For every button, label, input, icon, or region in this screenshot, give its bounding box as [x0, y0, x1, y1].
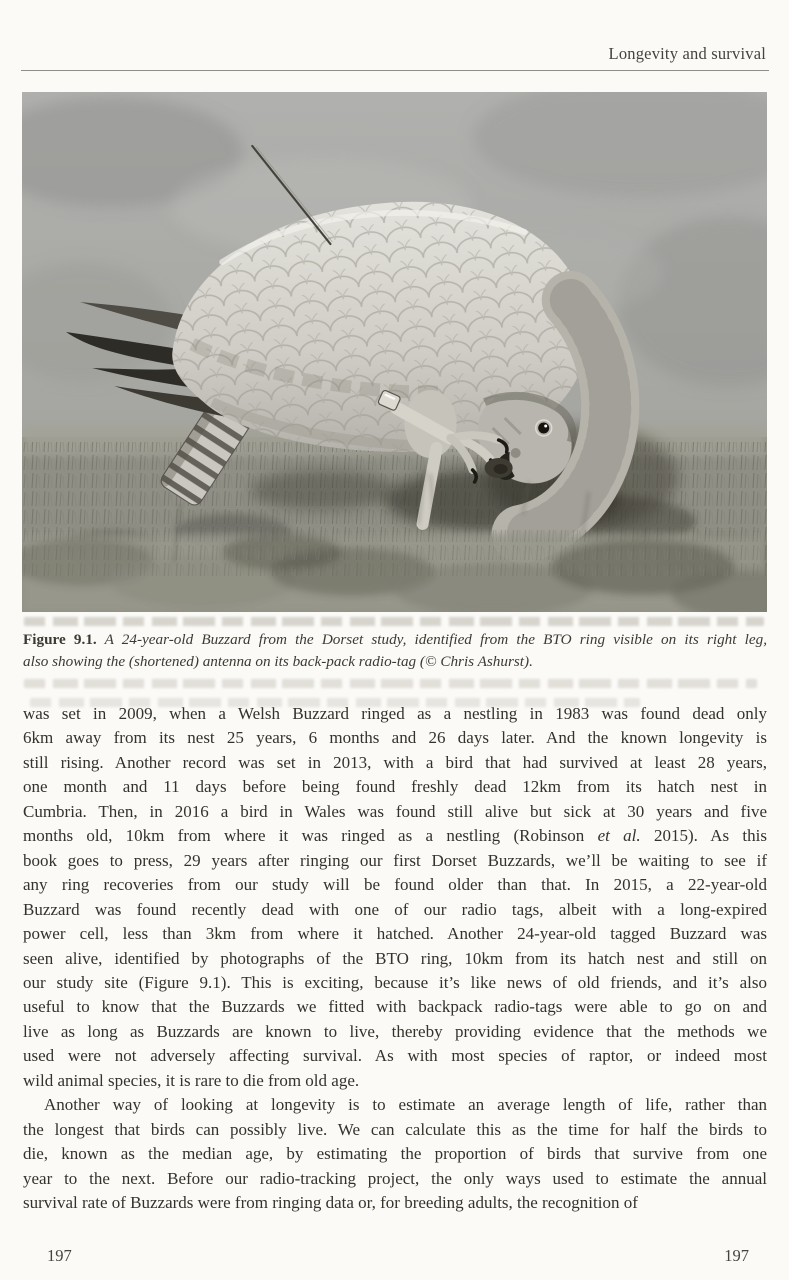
body-line: Another way of looking at longevity is to estimate an average length of life, rather than	[44, 1095, 767, 1115]
body-line: wild animal species, it is rare to die from old age.	[23, 1070, 360, 1090]
buzzard-photo-illustration	[22, 92, 767, 612]
running-header: Longevity and survival	[608, 44, 766, 63]
figure-photo	[22, 92, 767, 612]
body-line: one month and 11 days before being found freshly dead 12km from its hatch nest in	[23, 777, 767, 797]
figure-caption	[23, 629, 767, 672]
body-line: die, known as the median age, by estimating the proportion of birds that survive from one	[23, 1144, 767, 1164]
body-line: useful to know that the Buzzards we fitted with backpack radio-tags were able to go on and	[23, 997, 767, 1017]
body-line: book goes to press, 29 years after ringing our first Dorset Buzzards, we’ll be waiting to see if	[23, 850, 767, 870]
page-number-left: 197	[47, 1246, 72, 1265]
caption-line: also showing the (shortened) antenna on its back-pack radio-tag (© Chris Ashurst).	[23, 652, 533, 670]
body-line: our study site (Figure 9.1). This is exciting, because it’s like news of old friends, and it’s also	[23, 972, 767, 992]
caption-line: Figure 9.1. A 24-year-old Buzzard from the Dorset study, identified from the BTO ring visible on its right leg,	[23, 631, 768, 648]
body-line: Buzzard was found recently dead with one of our radio tags, albeit with a long-expired	[23, 899, 767, 919]
page-number-right: 197	[724, 1246, 749, 1265]
body-line: seen alive, identified by photographs of the BTO ring, 10km from its hatch nest and still on	[23, 948, 767, 968]
body-line: used were not adversely affecting survival. As with most species of raptor, or indeed most	[23, 1046, 767, 1066]
body-line: was set in 2009, when a Welsh Buzzard ringed as a nestling in 1983 was found dead only	[23, 704, 767, 723]
body-line: power cell, less than 3km from where it hatched. Another 24-year-old tagged Buzzard was	[23, 924, 767, 944]
buzzard-eye	[538, 423, 549, 434]
header-rule	[21, 70, 769, 71]
body-line: year to the next. Before our radio-tracking project, the only ways used to estimate the annual	[23, 1168, 767, 1188]
body-line: months old, 10km from where it was ringed as a nestling (Robinson et al. 2015). As this	[23, 826, 767, 846]
body-line: 6km away from its nest 25 years, 6 months and 26 days later. And the known longevity is	[23, 728, 767, 748]
body-line: any ring recoveries from our study will be found older than that. In 2015, a 22-year-old	[23, 875, 767, 895]
body-line: still rising. Another record was set in 2013, with a bird that had survived at least 28 years,	[23, 752, 767, 772]
body-text	[23, 702, 767, 1216]
body-line: the longest that birds can possibly live. We can calculate this as the time for half the birds to	[23, 1119, 767, 1139]
body-line: live as long as Buzzards are known to live, thereby providing evidence that the methods we	[23, 1021, 767, 1041]
page-bleedthrough-line	[24, 617, 764, 626]
page-bleedthrough-line	[24, 679, 757, 688]
body-line: survival rate of Buzzards were from ringing data or, for breeding adults, the recognition of	[23, 1193, 638, 1213]
body-line: Cumbria. Then, in 2016 a bird in Wales was found still alive but sick at 30 years and five	[23, 801, 767, 821]
